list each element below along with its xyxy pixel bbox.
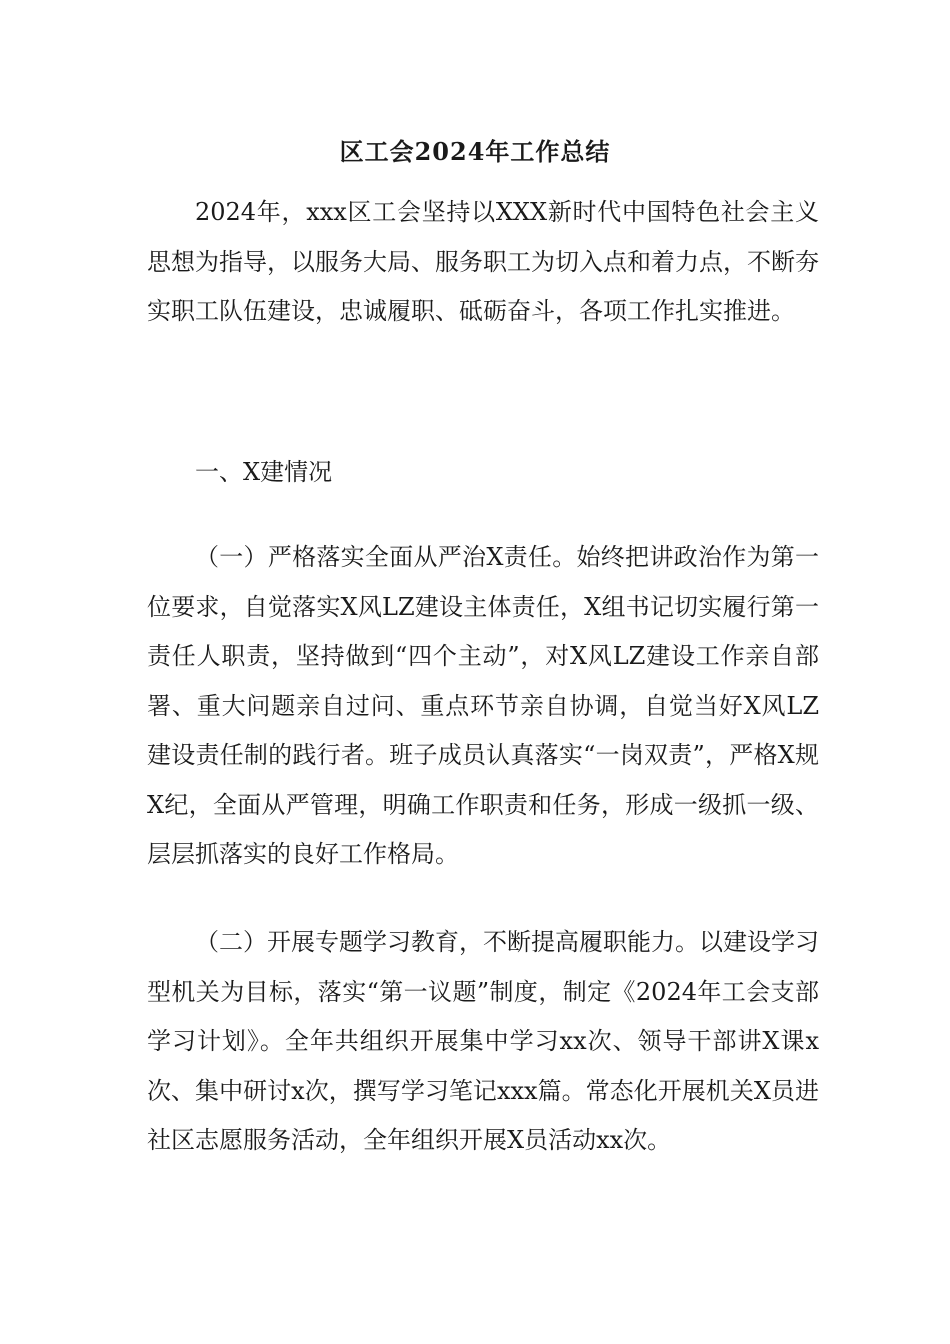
- intro-paragraph: 2024年，xxx区工会坚持以XXX新时代中国特色社会主义思想为指导，以服务大局、服务职工为切入点和着力点，不断夯实职工队伍建设，忠诚履职、砥砺奋斗，各项工作扎实推进。: [147, 198, 819, 325]
- section-paragraph-1: （一）严格落实全面从严治X责任。始终把讲政治作为第一位要求，自觉落实X风LZ建设主体责任，X组书记切实履行第一责任人职责，坚持做到“四个主动”，对X风LZ建设工作亲自部署、重大问题亲自过问、重点环节亲自协调，自觉当好X风LZ建设责任制的践行者。班子成员认真落实“一岗双责”，严格X规X纪，全面从严管理，明确工作职责和任务，形成一级抓一级、层层抓落实的良好工作格局。: [147, 543, 819, 868]
- document-title: 区工会2024年工作总结: [339, 137, 611, 166]
- section-paragraph-2: （二）开展专题学习教育，不断提高履职能力。以建设学习型机关为目标，落实“第一议题”制度，制定《2024年工会支部学习计划》。全年共组织开展集中学习xx次、领导干部讲X课x次、集中研讨x次，撰写学习笔记xxx篇。常态化开展机关X员进社区志愿服务活动，全年组织开展X员活动xx次。: [147, 928, 819, 1154]
- section-heading: 一、X建情况: [195, 458, 333, 486]
